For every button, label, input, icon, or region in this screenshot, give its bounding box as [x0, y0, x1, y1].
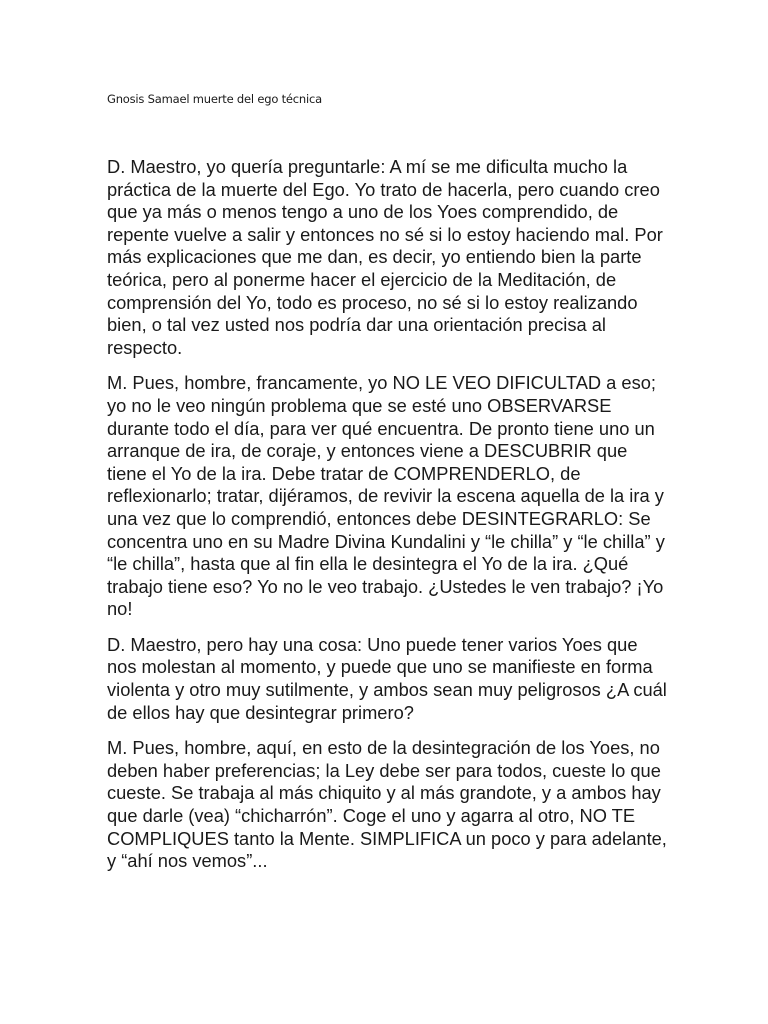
paragraph: M. Pues, hombre, francamente, yo NO LE VEO DIFICULTAD a eso; yo no le veo ningún problema que se esté uno OBSERVARSE durante todo el día, para ver qué encuentra. De pronto tiene uno un arranque de ira, de coraje, y entonces viene a DESCUBRIR que tiene el Yo de la ira. Debe tratar de COMPRENDERLO, de reflexionarlo; tratar, dijéramos, de revivir la escena aquella de la ira y una vez que lo comprendió, entonces debe DESINTEGRARLO: Se concentra uno en su Madre Divina Kundalini y “le chilla” y “le chilla” y “le chilla”, hasta que al fin ella le desintegra el Yo de la ira. ¿Qué trabajo tiene eso? Yo no le veo trabajo. ¿Ustedes le ven trabajo? ¡Yo no! [107, 372, 665, 620]
document-body [107, 156, 667, 886]
paragraph: M. Pues, hombre, aquí, en esto de la desintegración de los Yoes, no deben haber preferencias; la Ley debe ser para todos, cueste lo que cueste. Se trabaja al más chiquito y al más grandote, y a ambos hay que darle (vea) “chicharrón”. Coge el uno y agarra al otro, NO TE COMPLIQUES tanto la Mente. SIMPLIFICA un poco y para adelante, y “ahí nos vemos”... [107, 737, 667, 872]
paragraph: D. Maestro, yo quería preguntarle: A mí se me dificulta mucho la práctica de la muerte del Ego. Yo trato de hacerla, pero cuando creo que ya más o menos tengo a uno de los Yoes comprendido, de repente vuelve a salir y entonces no sé si lo estoy haciendo mal. Por más explicaciones que me dan, es decir, yo entiendo bien la parte teórica, pero al ponerme hacer el ejercicio de la Meditación, de comprensión del Yo, todo es proceso, no sé si lo estoy realizando bien, o tal vez usted nos podría dar una orientación precisa al respecto. [107, 156, 663, 358]
paragraph: D. Maestro, pero hay una cosa: Uno puede tener varios Yoes que nos molestan al momento, y puede que uno se manifieste en forma violenta y otro muy sutilmente, y ambos sean muy peligrosos ¿A cuál de ellos hay que desintegrar primero? [107, 633, 667, 723]
document-header: Gnosis Samael muerte del ego técnica [107, 92, 322, 106]
